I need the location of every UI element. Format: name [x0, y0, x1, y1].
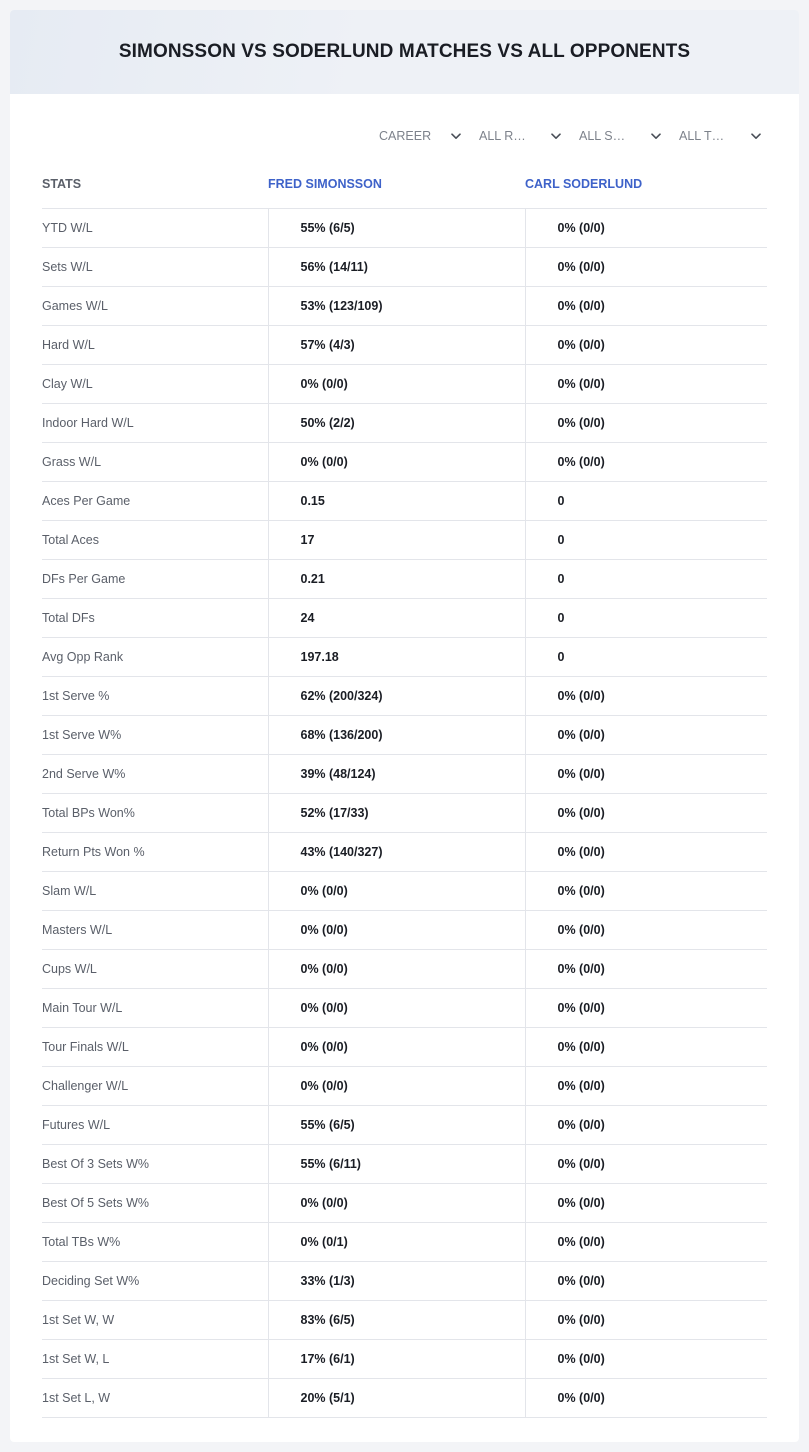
- player1-value: 0% (0/0): [268, 442, 525, 481]
- table-row: [42, 1222, 767, 1261]
- table-row: [42, 208, 767, 247]
- table-row: [42, 871, 767, 910]
- player2-value: 0% (0/0): [525, 1378, 767, 1417]
- player2-value: 0: [525, 481, 767, 520]
- stat-label: 2nd Serve W%: [42, 754, 268, 793]
- stat-label: 1st Serve W%: [42, 715, 268, 754]
- player2-value: 0% (0/0): [525, 1183, 767, 1222]
- stat-label: DFs Per Game: [42, 559, 268, 598]
- player2-value: 0% (0/0): [525, 1339, 767, 1378]
- player2-value: 0: [525, 559, 767, 598]
- table-row: [42, 910, 767, 949]
- player1-value: 24: [268, 598, 525, 637]
- table-row: [42, 637, 767, 676]
- player1-value: 0.15: [268, 481, 525, 520]
- table-header-row: [42, 160, 767, 208]
- player2-value: 0% (0/0): [525, 1144, 767, 1183]
- player1-value: 55% (6/11): [268, 1144, 525, 1183]
- player1-value: 197.18: [268, 637, 525, 676]
- player1-value: 0% (0/0): [268, 1183, 525, 1222]
- player2-value: 0% (0/0): [525, 1300, 767, 1339]
- player1-value: 68% (136/200): [268, 715, 525, 754]
- player1-value: 57% (4/3): [268, 325, 525, 364]
- filter-tournaments-select[interactable]: [667, 126, 767, 146]
- table-row: [42, 1105, 767, 1144]
- player1-value: 33% (1/3): [268, 1261, 525, 1300]
- stat-label: Tour Finals W/L: [42, 1027, 268, 1066]
- player1-value: 0% (0/0): [268, 1027, 525, 1066]
- player1-value: 52% (17/33): [268, 793, 525, 832]
- player2-value: 0% (0/0): [525, 403, 767, 442]
- stat-label: Hard W/L: [42, 325, 268, 364]
- table-row: [42, 988, 767, 1027]
- player1-value: 20% (5/1): [268, 1378, 525, 1417]
- player1-value: 39% (48/124): [268, 754, 525, 793]
- stat-label: Total BPs Won%: [42, 793, 268, 832]
- stats-card: [10, 10, 799, 1442]
- player2-value: 0% (0/0): [525, 286, 767, 325]
- player2-value: 0% (0/0): [525, 208, 767, 247]
- stat-label: Best Of 3 Sets W%: [42, 1144, 268, 1183]
- stat-label: YTD W/L: [42, 208, 268, 247]
- card-header: [10, 10, 799, 94]
- stat-label: 1st Set W, W: [42, 1300, 268, 1339]
- stat-label: Total DFs: [42, 598, 268, 637]
- table-row: [42, 247, 767, 286]
- table-row: [42, 442, 767, 481]
- table-row: [42, 481, 767, 520]
- player2-value: 0: [525, 520, 767, 559]
- player1-value: 50% (2/2): [268, 403, 525, 442]
- column-header-player1[interactable]: FRED SIMONSSON: [268, 160, 525, 208]
- stat-label: Cups W/L: [42, 949, 268, 988]
- column-header-stats: STATS: [42, 160, 268, 208]
- player2-value: 0% (0/0): [525, 871, 767, 910]
- filter-rounds-select[interactable]: [467, 126, 567, 146]
- stat-label: Best Of 5 Sets W%: [42, 1183, 268, 1222]
- player2-value: 0: [525, 637, 767, 676]
- player1-value: 0.21: [268, 559, 525, 598]
- filter-career-select[interactable]: [367, 126, 467, 146]
- stat-label: Games W/L: [42, 286, 268, 325]
- filter-label: ALL S…: [579, 129, 626, 143]
- table-row: [42, 754, 767, 793]
- player1-value: 0% (0/0): [268, 871, 525, 910]
- player1-value: 0% (0/1): [268, 1222, 525, 1261]
- stat-label: Grass W/L: [42, 442, 268, 481]
- stat-label: Clay W/L: [42, 364, 268, 403]
- player1-value: 0% (0/0): [268, 949, 525, 988]
- player2-value: 0% (0/0): [525, 364, 767, 403]
- stat-label: 1st Set L, W: [42, 1378, 268, 1417]
- table-row: [42, 1027, 767, 1066]
- stat-label: Indoor Hard W/L: [42, 403, 268, 442]
- chevron-down-icon: [549, 129, 563, 143]
- stat-label: Avg Opp Rank: [42, 637, 268, 676]
- player2-value: 0% (0/0): [525, 325, 767, 364]
- player1-value: 56% (14/11): [268, 247, 525, 286]
- table-row: [42, 1339, 767, 1378]
- stat-label: Challenger W/L: [42, 1066, 268, 1105]
- player2-value: 0% (0/0): [525, 793, 767, 832]
- filter-bar: [367, 126, 767, 146]
- filter-label: ALL R…: [479, 129, 526, 143]
- column-header-player2[interactable]: CARL SODERLUND: [525, 160, 767, 208]
- table-row: [42, 598, 767, 637]
- player2-value: 0% (0/0): [525, 832, 767, 871]
- player2-value: 0% (0/0): [525, 247, 767, 286]
- table-row: [42, 715, 767, 754]
- table-row: [42, 949, 767, 988]
- table-row: [42, 1300, 767, 1339]
- table-row: [42, 325, 767, 364]
- stat-label: 1st Set W, L: [42, 1339, 268, 1378]
- stat-label: Masters W/L: [42, 910, 268, 949]
- chevron-down-icon: [449, 129, 463, 143]
- stat-label: Futures W/L: [42, 1105, 268, 1144]
- player1-value: 43% (140/327): [268, 832, 525, 871]
- chevron-down-icon: [649, 129, 663, 143]
- stat-label: Return Pts Won %: [42, 832, 268, 871]
- stat-label: Slam W/L: [42, 871, 268, 910]
- stat-label: Sets W/L: [42, 247, 268, 286]
- player2-value: 0% (0/0): [525, 1027, 767, 1066]
- stat-label: Aces Per Game: [42, 481, 268, 520]
- table-row: [42, 676, 767, 715]
- stat-label: Main Tour W/L: [42, 988, 268, 1027]
- player2-value: 0% (0/0): [525, 1066, 767, 1105]
- player2-value: 0% (0/0): [525, 988, 767, 1027]
- stat-label: Total TBs W%: [42, 1222, 268, 1261]
- player2-value: 0% (0/0): [525, 949, 767, 988]
- player2-value: 0: [525, 598, 767, 637]
- table-row: [42, 286, 767, 325]
- stat-label: 1st Serve %: [42, 676, 268, 715]
- player1-value: 0% (0/0): [268, 910, 525, 949]
- player2-value: 0% (0/0): [525, 754, 767, 793]
- table-row: [42, 520, 767, 559]
- table-row: [42, 1378, 767, 1417]
- stats-table: [42, 160, 767, 1418]
- chevron-down-icon: [749, 129, 763, 143]
- player1-value: 0% (0/0): [268, 1066, 525, 1105]
- filter-label: CAREER: [379, 129, 432, 143]
- table-row: [42, 1261, 767, 1300]
- player2-value: 0% (0/0): [525, 910, 767, 949]
- player1-value: 17: [268, 520, 525, 559]
- player2-value: 0% (0/0): [525, 1261, 767, 1300]
- stat-label: Total Aces: [42, 520, 268, 559]
- player1-value: 55% (6/5): [268, 208, 525, 247]
- table-row: [42, 1183, 767, 1222]
- player1-value: 17% (6/1): [268, 1339, 525, 1378]
- player1-value: 0% (0/0): [268, 364, 525, 403]
- player2-value: 0% (0/0): [525, 1105, 767, 1144]
- table-row: [42, 793, 767, 832]
- filter-surfaces-select[interactable]: [567, 126, 667, 146]
- table-row: [42, 364, 767, 403]
- table-row: [42, 403, 767, 442]
- filter-label: ALL T…: [679, 129, 725, 143]
- player2-value: 0% (0/0): [525, 715, 767, 754]
- table-row: [42, 1066, 767, 1105]
- table-row: [42, 1144, 767, 1183]
- player1-value: 62% (200/324): [268, 676, 525, 715]
- player1-value: 83% (6/5): [268, 1300, 525, 1339]
- player1-value: 55% (6/5): [268, 1105, 525, 1144]
- player1-value: 53% (123/109): [268, 286, 525, 325]
- page-title: SIMONSSON VS SODERLUND MATCHES VS ALL OPPONENTS: [118, 41, 691, 62]
- player2-value: 0% (0/0): [525, 442, 767, 481]
- player2-value: 0% (0/0): [525, 676, 767, 715]
- table-row: [42, 832, 767, 871]
- stat-label: Deciding Set W%: [42, 1261, 268, 1300]
- table-row: [42, 559, 767, 598]
- player2-value: 0% (0/0): [525, 1222, 767, 1261]
- player1-value: 0% (0/0): [268, 988, 525, 1027]
